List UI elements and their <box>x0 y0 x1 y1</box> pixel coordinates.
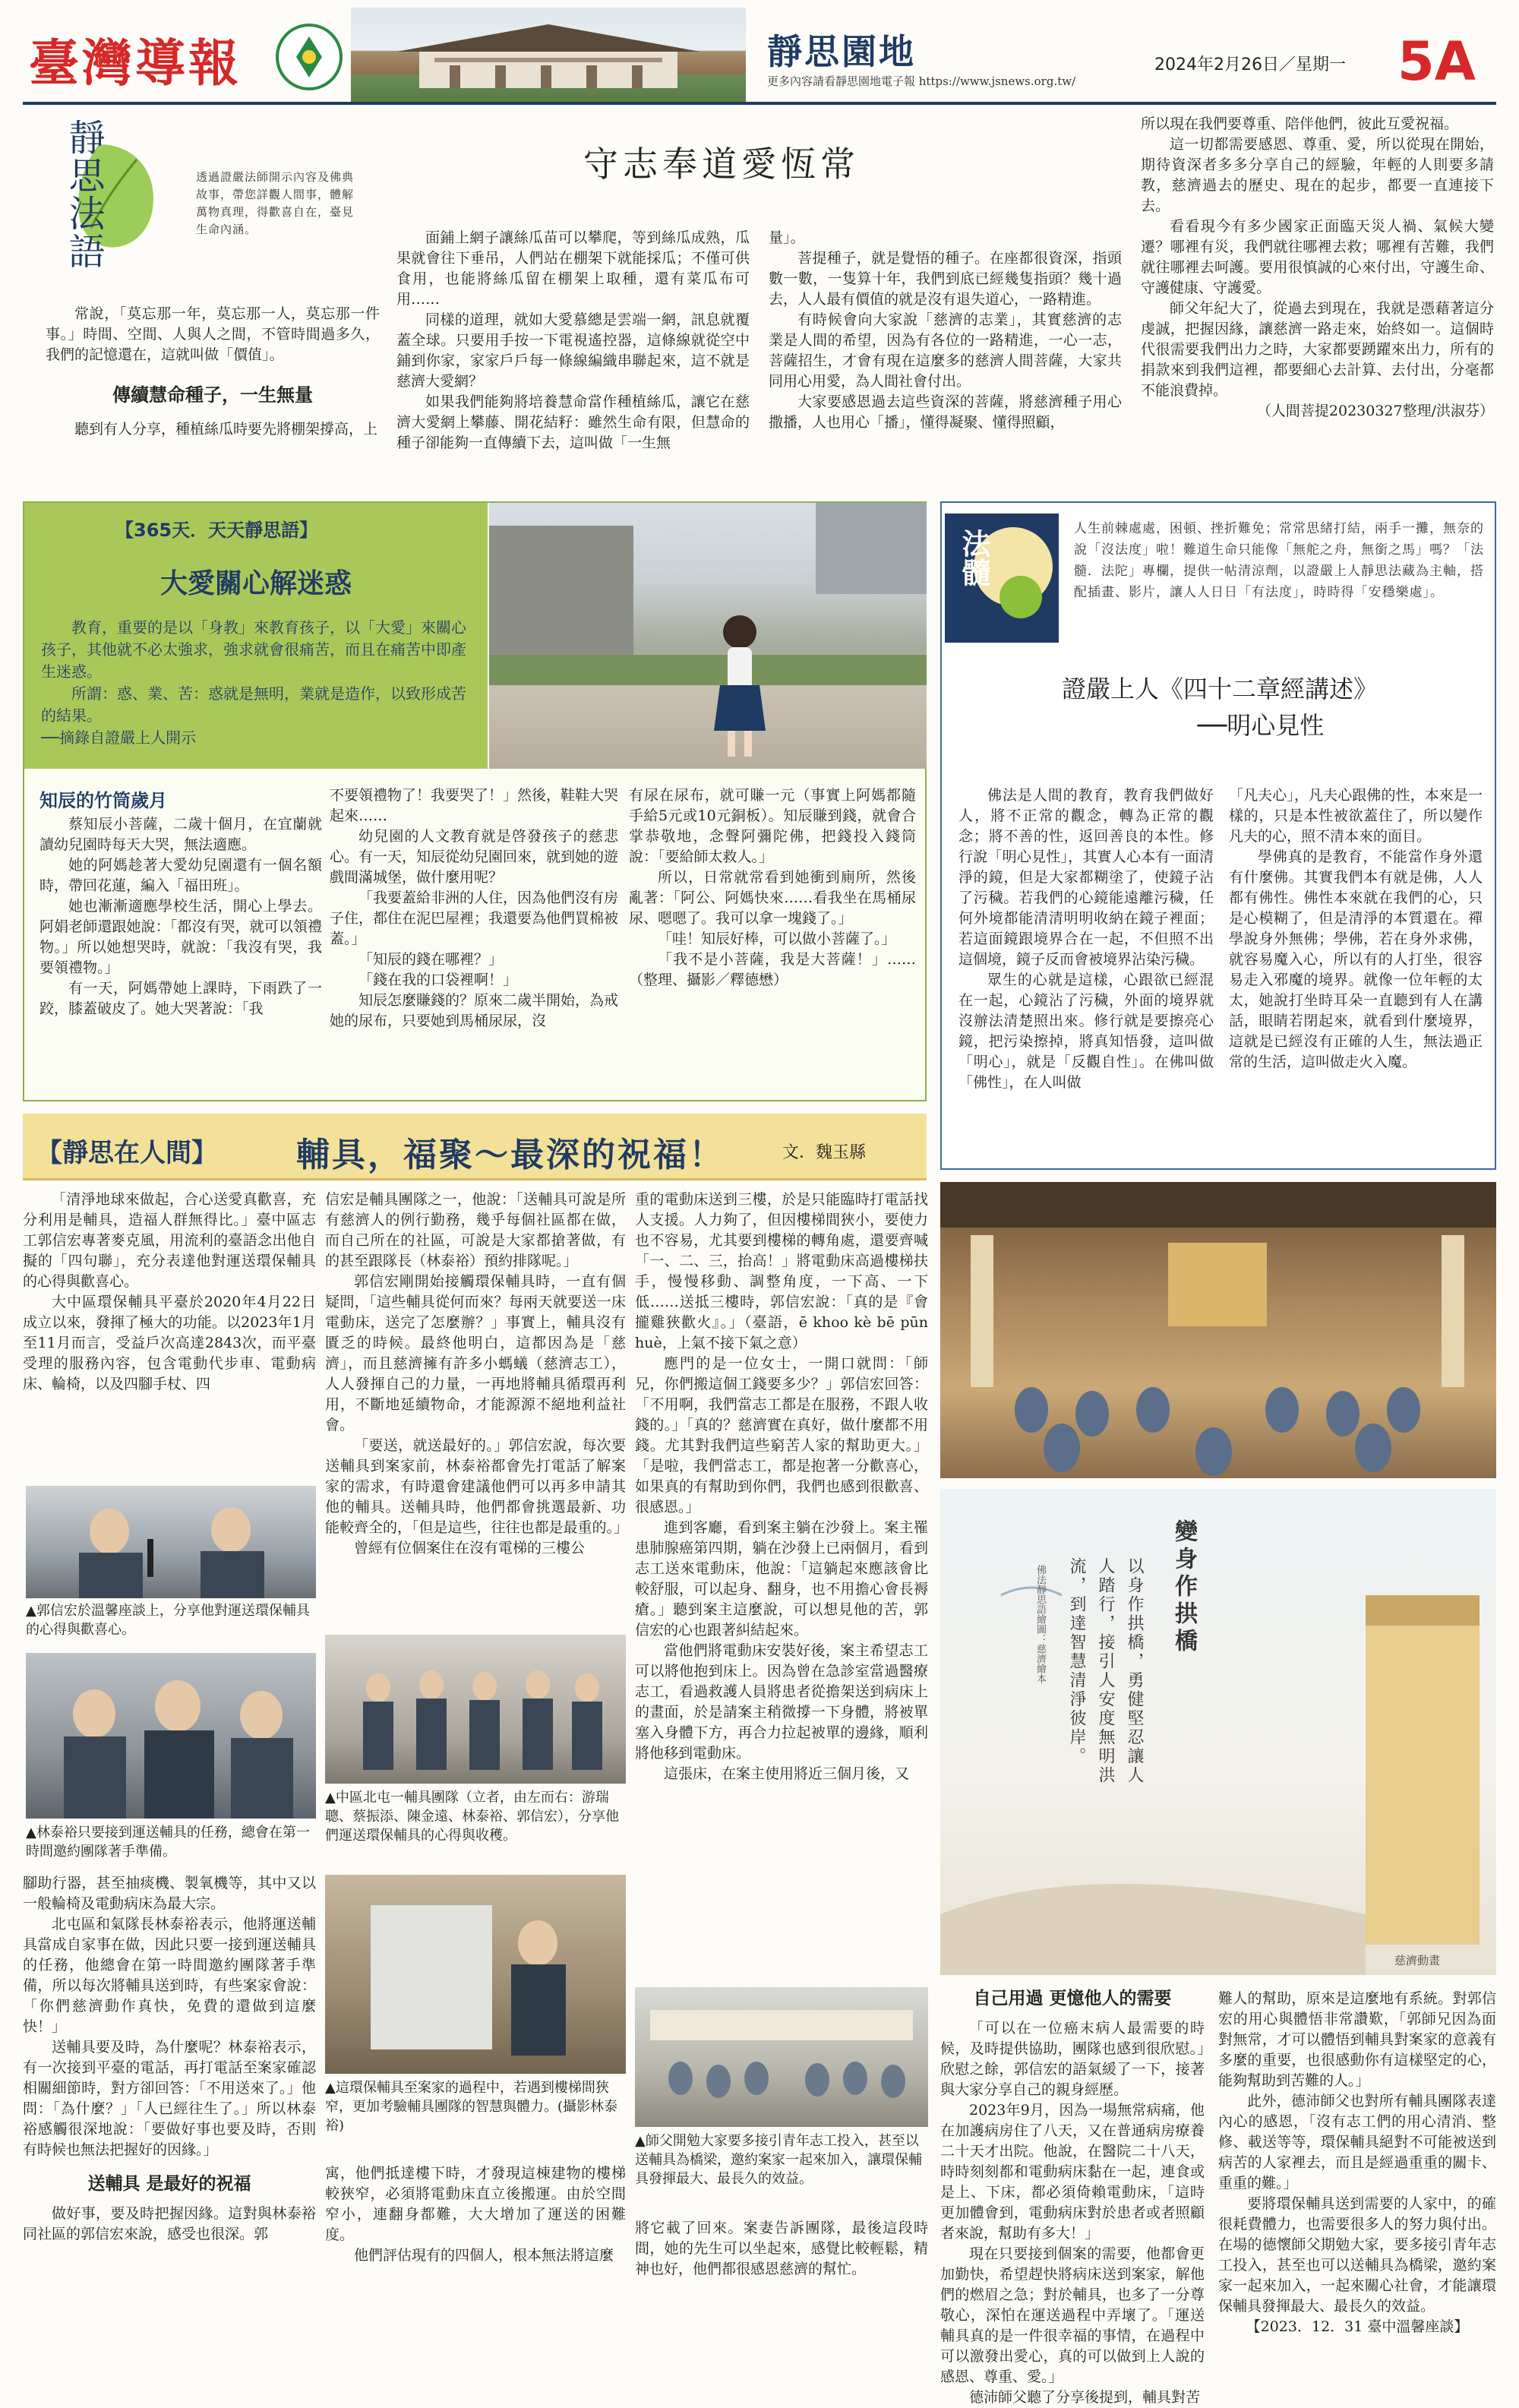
illustration-title: 變身作拱橋 <box>1170 1519 1197 1656</box>
article2-colB-bottom <box>325 2163 626 2390</box>
story-para: 「知辰的錢在哪裡？」 <box>358 951 504 968</box>
story-para: 「我不是小菩薩，我是大菩薩！」……（整理、攝影／釋德懋） <box>629 951 916 988</box>
article2-colA-top <box>23 1190 316 1481</box>
dharma-col1 <box>958 785 1214 1161</box>
photo-team-standing <box>325 1635 626 1784</box>
article2-para: 進到客廳，看到案主躺在沙發上。案主罹患肺腺癌第四期，躺在沙發上已兩個月，看到志工送來電動床，他說：「這躺起來應該會比較舒服，可以起身、翻身，也不用擔心會長褥瘡。」聽到案主這麼說，可以想見他的苦，郭信宏的心也跟著糾結起來。 <box>635 1519 928 1639</box>
photo-stairs-carry <box>325 1875 626 2074</box>
masthead-emblem <box>275 23 343 91</box>
dharma-logo-text: 法髓 <box>957 529 990 586</box>
jingsi-intro: 透過證嚴法師開示內容及佛典故事，帶您詳觀人間事，體解萬物真理，得歡喜自在，臺見生命內涵。 <box>196 170 355 236</box>
story-col3 <box>629 785 916 1095</box>
article2-colC-bottom <box>635 2218 928 2390</box>
article2-colA-bottom <box>23 1873 316 2390</box>
story-col1 <box>39 814 322 1095</box>
story-para: 「哇！知辰好棒，可以做小菩薩了。」 <box>658 931 896 947</box>
article1-col4 <box>1141 114 1494 479</box>
story-para: 有一天，阿媽帶她上課時，下雨跌了一跤，膝蓋破皮了。她大哭著說：「我 <box>39 980 322 1017</box>
photo-master-speaking <box>635 1987 928 2127</box>
article1-para: 所以現在我們要尊重、陪伴他們，彼此互愛祝福。 <box>1141 115 1459 132</box>
dharma-col2 <box>1229 785 1483 1161</box>
article2-para: 要將環保輔具送到需要的人家中，的確很耗費體力，也需要很多人的努力與付出。在場的德懷師父期勉大家，要多接引青年志工投入，甚至也可以送輔具為橋梁，邀約案家一起來加入，一起來關心社會，才能讓環保輔具發揮最大、最長久的效益。 <box>1218 2195 1496 2315</box>
article1-para: 菩提種子，就是覺悟的種子。在座都很資深，指頭數一數，一隻算十年，我們到底已經幾隻指頭？幾十過去，人人最有價值的就是沒有退失道心，一路精進。 <box>769 250 1122 308</box>
story-para: 知辰怎麼賺錢的？原來二歲半開始，為戒她的尿布，只要她到馬桶尿尿，沒 <box>330 992 619 1029</box>
article2-para: 2023年9月，因為一場無常病痛，他在加護病房住了八天，又在普通病房療養二十天才出院。他說，在醫院二十八天，時時刻刻都和電動病床黏在一起，連食或是上、下床，都必須倚賴電動床，「這時更加體會到，電動病床對於患者或者照顧者來說，幫助有多大！」 <box>940 2102 1205 2242</box>
jingsi-logo <box>46 114 182 273</box>
story-col2 <box>330 785 618 1095</box>
article2-para: 當他們將電動床安裝好後，案主希望志工可以將他抱到床上。因為曾在急診室當過醫療志工，看過救護人員將患者從擔架送到病床上的畫面，於是請案主稍微撐一下身體，將被單塞入身體下方，再合力拉起被單的邊緣，順利將他移到電動床。 <box>635 1642 928 1762</box>
illustration-credit: 佛法靜思語繪圖：慈濟繪本 <box>1034 1565 1046 1683</box>
illustration-brand: 慈濟動畫 <box>1394 1954 1441 1967</box>
story-para: 所以，日常就常看到她衝到廁所，然後亂著：「阿公、阿媽快來……看我坐在馬桶尿尿、嗯嗯了。我可以拿一塊錢了。」 <box>629 869 916 927</box>
photo-caption-1: ▲郭信宏於溫馨座談上，分享他對運送環保輔具的心得與歡喜心。 <box>26 1603 310 1638</box>
article1-para: 面鋪上網子讓絲瓜苗可以攀爬，等到絲瓜成熟，瓜果就會往下垂吊，人們站在棚架下就能採瓜；不僅可供食用，也能將絲瓜留在棚架上取種，還有菜瓜布可用…… <box>396 229 750 308</box>
daily-quote-1: 教育，重要的是以「身教」來教育孩子，以「大愛」來關心孩子，其他就不必太強求，強求就會很痛苦，而且在痛苦中即產生迷惑。 <box>41 618 466 681</box>
article2-para: 北屯區和氣隊長林泰裕表示，他將運送輔具當成自家事在做，因此只要一接到運送輔具的任務，他總會在第一時間邀約團隊著手準備，所以每次將輔具送到時，有些案家會說：「你們慈濟動作真快，免費的還做到這麼快！」 <box>23 1916 316 2035</box>
story-para: 幼兒園的人文教育就是啓發孩子的慈悲心。有一天，知辰從幼兒園回來，就到她的遊戲間滿城堡，做什麼用呢？ <box>330 828 619 886</box>
article2-para: 「可以在一位癌末病人最需要的時候，及時提供協助，團隊也感到很欣慰。」欣慰之餘，郭信宏的語氣緩了一下，接著與大家分享自己的親身經歷。 <box>940 2020 1205 2098</box>
photo-lin-mic <box>26 1653 316 1819</box>
dharma-subtitle: ──明心見性 <box>1197 711 1325 740</box>
dharma-para: 眾生的心就是這樣，心跟欲已經混在一起，心鏡沾了污穢，外面的境界就沒辦法清楚照出來。修行就是要擦亮心鏡，把污染擦掉，將真知悟發，這叫做「明心」，就是「反觀自性」。在佛叫做「佛性」，在人叫做 <box>958 972 1214 1091</box>
article2-title: 輔具，福聚～最深的祝福！ <box>296 1136 725 1174</box>
article2-para: 信宏是輔具團隊之一，他說：「送輔具可說是所有慈濟人的例行勤務，幾乎每個社區都在做，而自己所在的社區，可說是大家都搶著做，有的甚至跟隊長（林泰裕）預約排隊呢。」 <box>325 1191 626 1269</box>
article2-colD <box>940 1989 1205 2406</box>
article2-para: 將它載了回來。案妻告訴團隊，最後這段時間，她的先生可以坐起來，感覺比較輕鬆，精神也好，他們都很感恩慈濟的幫忙。 <box>635 2220 928 2277</box>
article1-para: 這一切都需要感恩、尊重、愛，所以從現在開始，期待資深者多多分享自己的經驗，年輕的人則要多請教，慈濟過去的歷史、現在的起步，都要一直連接下去。 <box>1141 136 1494 214</box>
daily-quote-2: 所謂：惑、業、苦：惑就是無明，業就是造作，以致形成苦的結果。 <box>41 684 466 725</box>
daily-title: 大愛關心解迷惑 <box>159 568 352 599</box>
article2-para: 曾經有位個案住在沒有電梯的三樓公 <box>354 1540 586 1556</box>
article2-colB-top <box>325 1190 629 1627</box>
dharma-para: 佛法是人間的教育，教育我們做好人，將不正常的觀念，轉為正常的觀念；將不善的性，返回善良的本性。修行說「明心見性」，其實人心本有一面清淨的鏡，但是大家都糊塗了，使鏡子沾了污穢。若我們的心鏡能遠離污穢，任何外境都能清清明明收納在鏡子裡面；若這面鏡跟境界合在一起，不但照不出這個境，鏡子反而會被境界沾染污穢。 <box>958 787 1214 968</box>
article1-para: 看看現今有多少國家正面臨天災人禍、氣候大變遷？哪裡有災，我們就往哪裡去救；哪裡有苦難，我們就往哪裡去呵護。要用很慎誠的心來付出，守護生命、守護健康、守護愛。 <box>1141 218 1494 296</box>
story-title: 知辰的竹筒歲月 <box>39 790 167 811</box>
article2-para: 送輔具要及時，為什麼呢？林泰裕表示，有一次接到平臺的電話，再打電話至案家確認相關細節時，對方卻回答：「不用送來了。」他問：「為什麼？」「人已經往生了。」所以林泰裕感觸很深地說：「要做好事也要及時，否則有時候也無法把握好的因緣。」 <box>23 2039 316 2158</box>
article2-para: 「清淨地球來做起，合心送愛真歡喜，充分利用是輔具，造福人群無得比。」臺中區志工郭信宏專著麥克風，用流利的臺語念出他自擬的「四句聯」，充分表達他對運送環保輔具的心得與歡喜心。 <box>23 1191 316 1290</box>
article1-para: 有時候會向大家說「慈濟的志業」，其實慈濟的志業是人間的希望，因為有各位的一路精進，一心一志，菩薩招生，才會有現在這麼多的慈濟人間菩薩，大家共同用心用愛，為人間社會付出。 <box>769 311 1122 390</box>
story-para: 她的阿媽趁著大愛幼兒園還有一個名額時，帶回花蓮，編入「福田班」。 <box>39 857 322 894</box>
story-para: 蔡知辰小菩薩，二歲十個月，在宜蘭就讀幼兒園時每天大哭，無法適應。 <box>39 816 322 853</box>
article2-tag: 【靜思在人間】 <box>36 1138 217 1168</box>
article1-para: 師父年紀大了，從過去到現在，我就是憑藉著這分虔誠，把握因緣，讓慈濟一路走來，始終如一。這個時代很需要我們出力之時，大家都要踴躍來出力，所有的捐款來到我們這裡，都要細心去計算、去付出，分毫都不能浪費掉。 <box>1141 300 1494 399</box>
article2-dateline: 【2023．12．31 臺中溫馨座談】 <box>1246 2318 1469 2335</box>
article2-para: 此外，德沛師父也對所有輔具團隊表達內心的感恩，「沒有志工們的用心清消、整修、載送等等，環保輔具絕對不可能被送到病苦的人家裡去，而且是經過重重的關卡、重重的難。」 <box>1218 2093 1496 2192</box>
article2-para: 現在只要接到個案的需要，他都會更加勤快，希望趕快將病床送到案家，解他們的燃眉之急；對於輔具，也多了一分尊敬心，深怕在運送過程中弄壞了。「運送輔具真的是一件很幸福的事情，在過程中可以激發出愛心，真的可以做到上人說的感恩、尊重、愛。」 <box>940 2245 1205 2385</box>
section-title: 靜思園地 <box>767 31 916 72</box>
issue-date: 2024年2月26日／星期一 <box>1154 55 1346 74</box>
masthead-rule <box>23 102 1496 105</box>
article1-col3 <box>769 228 1122 479</box>
daily-tag: 【365天．天天靜思語】 <box>115 520 318 541</box>
article2-author: 文．魏玉縣 <box>782 1143 867 1162</box>
article1-para: 聽到有人分享，種植絲瓜時要先將棚架撐高，上 <box>74 421 378 438</box>
story-para: 有尿在尿布，就可賺一元（事實上阿媽都隨手給5元或10元銅板）。知辰賺到錢，就會合掌恭敬地，念聲阿彌陀佛，把錢投入錢筒說：「要給師太救人。」 <box>629 787 916 865</box>
article2-para: 這張床，在案主使用將近三個月後，又 <box>664 1765 910 1782</box>
dharma-title: 證嚴上人《四十二章經講述》 <box>1061 675 1378 703</box>
article2-header-band <box>23 1114 927 1180</box>
meditation-hall-photo <box>940 1182 1496 1478</box>
article2-para: 難人的幫助，原來是這麼地有系統。對郭信宏的用心與體悟非常讚歎，「郭師兄因為面對無常，才可以體悟到輔具對案家的意義有多麼的重要，也很感動你有這樣堅定的心，能夠幫助到苦難的人。」 <box>1218 1990 1496 2089</box>
photo-caption-5: ▲師父開勉大家要多接引青年志工投入，甚至以送輔具為橋梁，邀約案家一起來加入，讓環保輔具發揮最大、最長久的效益。 <box>635 2133 922 2187</box>
article1-para: 大家要感恩過去這些資深的菩薩，將慈濟種子用心撒播，人也用心「播」，懂得凝聚、懂得照顧， <box>769 393 1122 431</box>
masthead-hall-photo <box>351 8 746 103</box>
article1-para: 常說，「莫忘那一年，莫忘那一人，莫忘那一件事。」時間、空間、人與人之間，不管時間過多久，我們的記憶還在，這就叫做「價值」。 <box>46 305 380 363</box>
dharma-para: 「凡夫心」，凡夫心跟佛的性，本來是一樣的，只是本性被欲蓋住了，所以變作凡夫的心，照不清本來的面目。 <box>1229 787 1483 845</box>
dharma-logo <box>945 514 1059 643</box>
article2-subhead-1: 送輔具 是最好的祝福 <box>87 2174 251 2194</box>
daily-box <box>23 501 927 1101</box>
photo-caption-4: ▲這環保輔具至案家的過程中，若遇到樓梯間狹窄，更加考驗輔具團隊的智慧與體力。(攝影林泰裕) <box>325 2080 618 2134</box>
article1-para: 量」。 <box>769 229 805 246</box>
article2-para: 他們評估現有的四個人，根本無法將這麼 <box>354 2247 614 2264</box>
more-content-link[interactable]: 更多內容請看靜思園地電子報 https://www.jsnews.org.tw/ <box>767 74 1076 88</box>
article1-subhead: 傳續慧命種子，一生無量 <box>112 384 313 406</box>
illustration-bridge <box>940 1489 1496 1975</box>
article2-para: 寓，他們抵達樓下時，才發現這棟建物的樓梯較狹窄，必須將電動床直立後搬運。由於空間窄小，連翻身都難，大大增加了運送的困難度。 <box>325 2165 626 2243</box>
photo-guo-sharing <box>26 1486 316 1598</box>
dharma-para: 學佛真的是教育，不能當作身外還有什麼佛。其實我們本有就是佛，人人都有佛性。佛性本來就在我們的心，只是心模糊了，但是清淨的本質還在。禪學說身外無佛；學佛，若在身外求佛，就容易魔入心，所以有的人打坐，很容易走入邪魔的境界。就像一位年輕的太太，她說打坐時耳朵一直聽到有人在講話，眼睛若閉起來，就看到什麼境界，這就是已經沒有正確的人生，無法過正常的生活，這叫做走火入魔。 <box>1229 848 1483 1070</box>
logo-text: 靜思法語 <box>62 119 105 270</box>
story-para: 不要領禮物了！我要哭了！」然後，鞋鞋大哭起來…… <box>330 787 619 824</box>
dharma-box <box>940 501 1496 1170</box>
page-number: 5A <box>1397 30 1476 93</box>
article1-para: 同樣的道理，就如大愛慕總是雲端一網，訊息就覆蓋全球。只要用手按一下電視遙控器，這條線就從空中鋪到你家，家家戶戶每一條線編織串聯起來，這不就是慈濟大愛網？ <box>396 311 750 390</box>
article2-para: 郭信宏剛開始接觸環保輔具時，一直有個疑問，「這些輔具從何而來？每兩天就要送一床電動床，送完了怎麼辦？」事實上，輔具沒有匱乏的時候。最終他明白，這都因為是「慈濟」，而且慈濟擁有許多小螞蟻（慈濟志工），人人發揮自己的力量，一再地將輔具循環再利用，不斷地延續物命，才能源源不絕地利益社會。 <box>325 1273 626 1433</box>
daily-quote <box>41 617 474 749</box>
article2-para: 大中區環保輔具平臺於2020年4月22日成立以來，發揮了極大的功能。以2023年1月至11月而言，受益戶次高達2843次，而平臺受理的服務內容，包含電動代步車、電動病床、輪椅，以及四腳手杖、四 <box>23 1294 316 1392</box>
story-para: 「錢在我的口袋裡啊！」 <box>358 972 518 988</box>
article2-para: 重的電動床送到三樓，於是只能臨時打電話找人支援。人力夠了，但因樓梯間狹小，要使力也不容易，尤其要到樓梯的轉角處，還要齊喊「一、二、三，抬高！」將電動床高過樓梯扶手，慢慢移動、調整角度，一下高、一下低……送抵三樓時，郭信宏說：「真的是『會攏雞狹歡火』。」（臺語，ē khoo kè bē pūn huè，上氣不接下氣之意） <box>635 1191 928 1351</box>
article2-para: 應門的是一位女士，一開口就問：「師兄，你們搬這個工錢要多少？」郭信宏回答：「不用啊，我們當志工都是在服務，不跟人收錢的。」「真的？慈濟實在真好，做什麼都不用錢。尤其對我們這些窮苦人家的幫助更大。」「是啦，我們當志工，都是抱著一分歡喜心，如果真的有幫助到你們，我們也感到很歡喜、很感恩。」 <box>635 1355 928 1515</box>
dharma-intro: 人生前棘處處，困頓、挫折難免；常常思緒打結，兩手一攤，無奈的說「沒法度」啦！難道生命只能像「無舵之舟，無銜之馬」嗎？「法髓．法陀」專欄，提供一帖清涼劑，以證嚴上人靜思法藏為主軸，搭配插畫、影片，讓人人日日「有法度」，時時得「安穩樂處」。 <box>1074 521 1484 600</box>
article2-para: 德沛師父聽了分享後提到，輔具對苦 <box>969 2389 1201 2406</box>
article1-signature: （人間菩提20230327整理/洪淑芬） <box>1256 403 1494 419</box>
article1-para: 如果我們能夠將培養慧命當作種植絲瓜，讓它在慈濟大愛網上攀藤、開花結籽：雖然生命有限，但慧命的種子卻能夠一直傳續下去，這叫做「一生無 <box>396 393 750 451</box>
article2-colC-top <box>635 1190 928 1981</box>
daily-source: ──摘錄自證嚴上人開示 <box>41 728 197 747</box>
article2-subhead-2: 自己用過 更憶他人的需要 <box>973 1989 1172 2008</box>
paper-name: 臺灣導報 <box>29 33 242 93</box>
article2-colE <box>1218 1989 1496 2390</box>
article1-col1 <box>46 304 380 479</box>
story-para: 她也漸漸適應學校生活，開心上學去。阿娟老師還跟她說：「都沒有哭，就可以領禮物。」所以她想哭時，就說：「我沒有哭，我要領禮物。」 <box>39 898 322 976</box>
photo-caption-2: ▲林泰裕只要接到運送輔具的任務，總會在第一時間邀約團隊著手準備。 <box>26 1825 310 1860</box>
daily-photo-child <box>489 503 927 769</box>
article2-para: 「要送，就送最好的。」郭信宏說，每次要送輔具到案家前，林泰裕都會先打電話了解案家的需求，有時還會建議他們可以再多申請其他的輔具。送輔具時，他們都會挑選最新、功能較齊全的，「但是這些，往往也都是最重的。」 <box>325 1437 629 1536</box>
article2-para: 做好事，要及時把握因緣。這對與林泰裕同社區的郭信宏來說，感受也很深。郭 <box>23 2205 316 2242</box>
article2-para: 腳助行器，甚至抽痰機、製氧機等，其中又以一般輪椅及電動病床為最大宗。 <box>23 1875 316 1912</box>
masthead <box>0 0 1519 106</box>
article1-col2 <box>396 228 750 479</box>
article1-title: 守志奉道愛恆常 <box>583 144 860 185</box>
photo-caption-3: ▲中區北屯一輔具團隊（立者，由左而右：游瑞聰、蔡振添、陳金遠、林泰裕、郭信宏），分享他們運送環保輔具的心得與收穫。 <box>325 1790 619 1844</box>
story-para: 「我要蓋給非洲的人住，因為他們沒有房子住，都住在泥巴屋裡；我還要為他們買棉被蓋。」 <box>330 890 619 947</box>
illustration-poem: 以身作拱橋，勇健堅忍讓人人踏行，接引人安度無明洪流，到達智慧清淨彼岸。 <box>1067 1557 1144 1785</box>
